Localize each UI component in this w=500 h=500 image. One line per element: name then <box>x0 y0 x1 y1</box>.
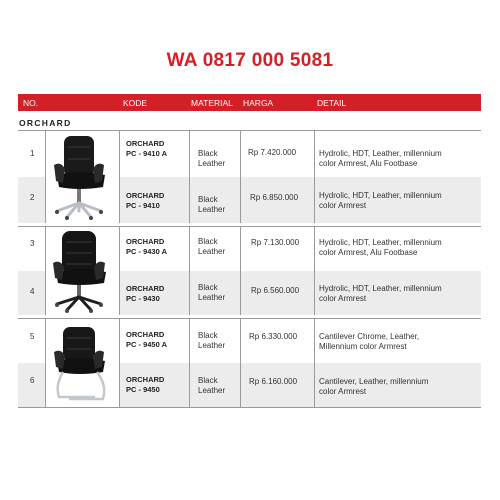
row-material-type: Leather <box>198 341 226 350</box>
row-code-name: ORCHARD <box>126 375 165 384</box>
row-detail-line2: color Armrest, Alu Footbase <box>319 248 418 257</box>
row-code-name: ORCHARD <box>126 191 165 200</box>
column-divider <box>314 227 315 315</box>
row-code: PC - 9430 A <box>126 247 167 256</box>
column-divider <box>240 131 241 223</box>
header-no: NO. <box>23 98 39 108</box>
column-divider <box>45 227 46 315</box>
column-divider <box>119 131 120 223</box>
row-material-type: Leather <box>198 293 226 302</box>
row-number: 5 <box>30 332 35 341</box>
column-divider <box>45 131 46 223</box>
row-code-name: ORCHARD <box>126 139 165 148</box>
column-divider <box>119 227 120 315</box>
column-divider <box>45 319 46 407</box>
row-material-type: Leather <box>198 159 226 168</box>
row-code-name: ORCHARD <box>126 284 165 293</box>
row-number: 1 <box>30 149 35 158</box>
row-material-type: Leather <box>198 247 226 256</box>
row-detail-line1: Cantilever Chrome, Leather, <box>319 332 420 341</box>
product-group-9430 <box>18 226 481 315</box>
row-price: Rp 7.130.000 <box>251 238 300 247</box>
section-title: ORCHARD <box>19 118 72 128</box>
chair-image-pc9430 <box>45 227 119 315</box>
row-detail-line1: Hydrolic, HDT, Leather, millennium <box>319 149 442 158</box>
row-material-color: Black <box>198 149 218 158</box>
chair-image-pc9410 <box>45 131 119 223</box>
row-material-type: Leather <box>198 205 226 214</box>
row-detail-line1: Hydrolic, HDT, Leather, millennium <box>319 191 442 200</box>
row-price: Rp 6.160.000 <box>249 377 298 386</box>
header-detail: DETAIL <box>317 98 347 108</box>
row-material-color: Black <box>198 376 218 385</box>
product-group-9410 <box>18 130 481 223</box>
product-group-9450 <box>18 318 481 408</box>
row-detail-line2: color Armrest <box>319 201 367 210</box>
row-material-color: Black <box>198 331 218 340</box>
row-number: 3 <box>30 239 35 248</box>
chair-image-pc9450 <box>45 319 119 407</box>
row-detail-line1: Hydrolic, HDT, Leather, millennium <box>319 284 442 293</box>
row-code-name: ORCHARD <box>126 237 165 246</box>
row-detail-line2: color Armrest <box>319 294 367 303</box>
row-code: PC - 9430 <box>126 294 160 303</box>
column-divider <box>189 319 190 407</box>
row-code: PC - 9410 A <box>126 149 167 158</box>
column-divider <box>314 319 315 407</box>
row-price: Rp 6.330.000 <box>249 332 298 341</box>
header-material: MATERIAL <box>191 98 233 108</box>
table-header <box>18 94 481 111</box>
row-number: 6 <box>30 376 35 385</box>
row-code: PC - 9410 <box>126 201 160 210</box>
column-divider <box>240 319 241 407</box>
column-divider <box>189 227 190 315</box>
row-code: PC - 9450 <box>126 385 160 394</box>
row-price: Rp 7.420.000 <box>248 148 297 157</box>
row-price: Rp 6.850.000 <box>250 193 299 202</box>
row-detail-line1: Cantilever, Leather, millennium <box>319 377 429 386</box>
row-number: 4 <box>30 287 35 296</box>
row-detail-line2: color Armrest <box>319 387 367 396</box>
row-detail-line1: Hydrolic, HDT, Leather, millennium <box>319 238 442 247</box>
header-kode: KODE <box>123 98 148 108</box>
row-material-color: Black <box>198 195 218 204</box>
row-detail-line2: Millennium color Armrest <box>319 342 407 351</box>
column-divider <box>189 131 190 223</box>
row-detail-line2: color Armrest, Alu Footbase <box>319 159 418 168</box>
row-code-name: ORCHARD <box>126 330 165 339</box>
row-number: 2 <box>30 193 35 202</box>
row-material-type: Leather <box>198 386 226 395</box>
column-divider <box>314 131 315 223</box>
column-divider <box>119 319 120 407</box>
row-material-color: Black <box>198 237 218 246</box>
row-material-color: Black <box>198 283 218 292</box>
whatsapp-contact: WA 0817 000 5081 <box>166 50 334 71</box>
header-harga: HARGA <box>243 98 274 108</box>
row-price: Rp 6.560.000 <box>251 286 300 295</box>
row-code: PC - 9450 A <box>126 340 167 349</box>
column-divider <box>240 227 241 315</box>
